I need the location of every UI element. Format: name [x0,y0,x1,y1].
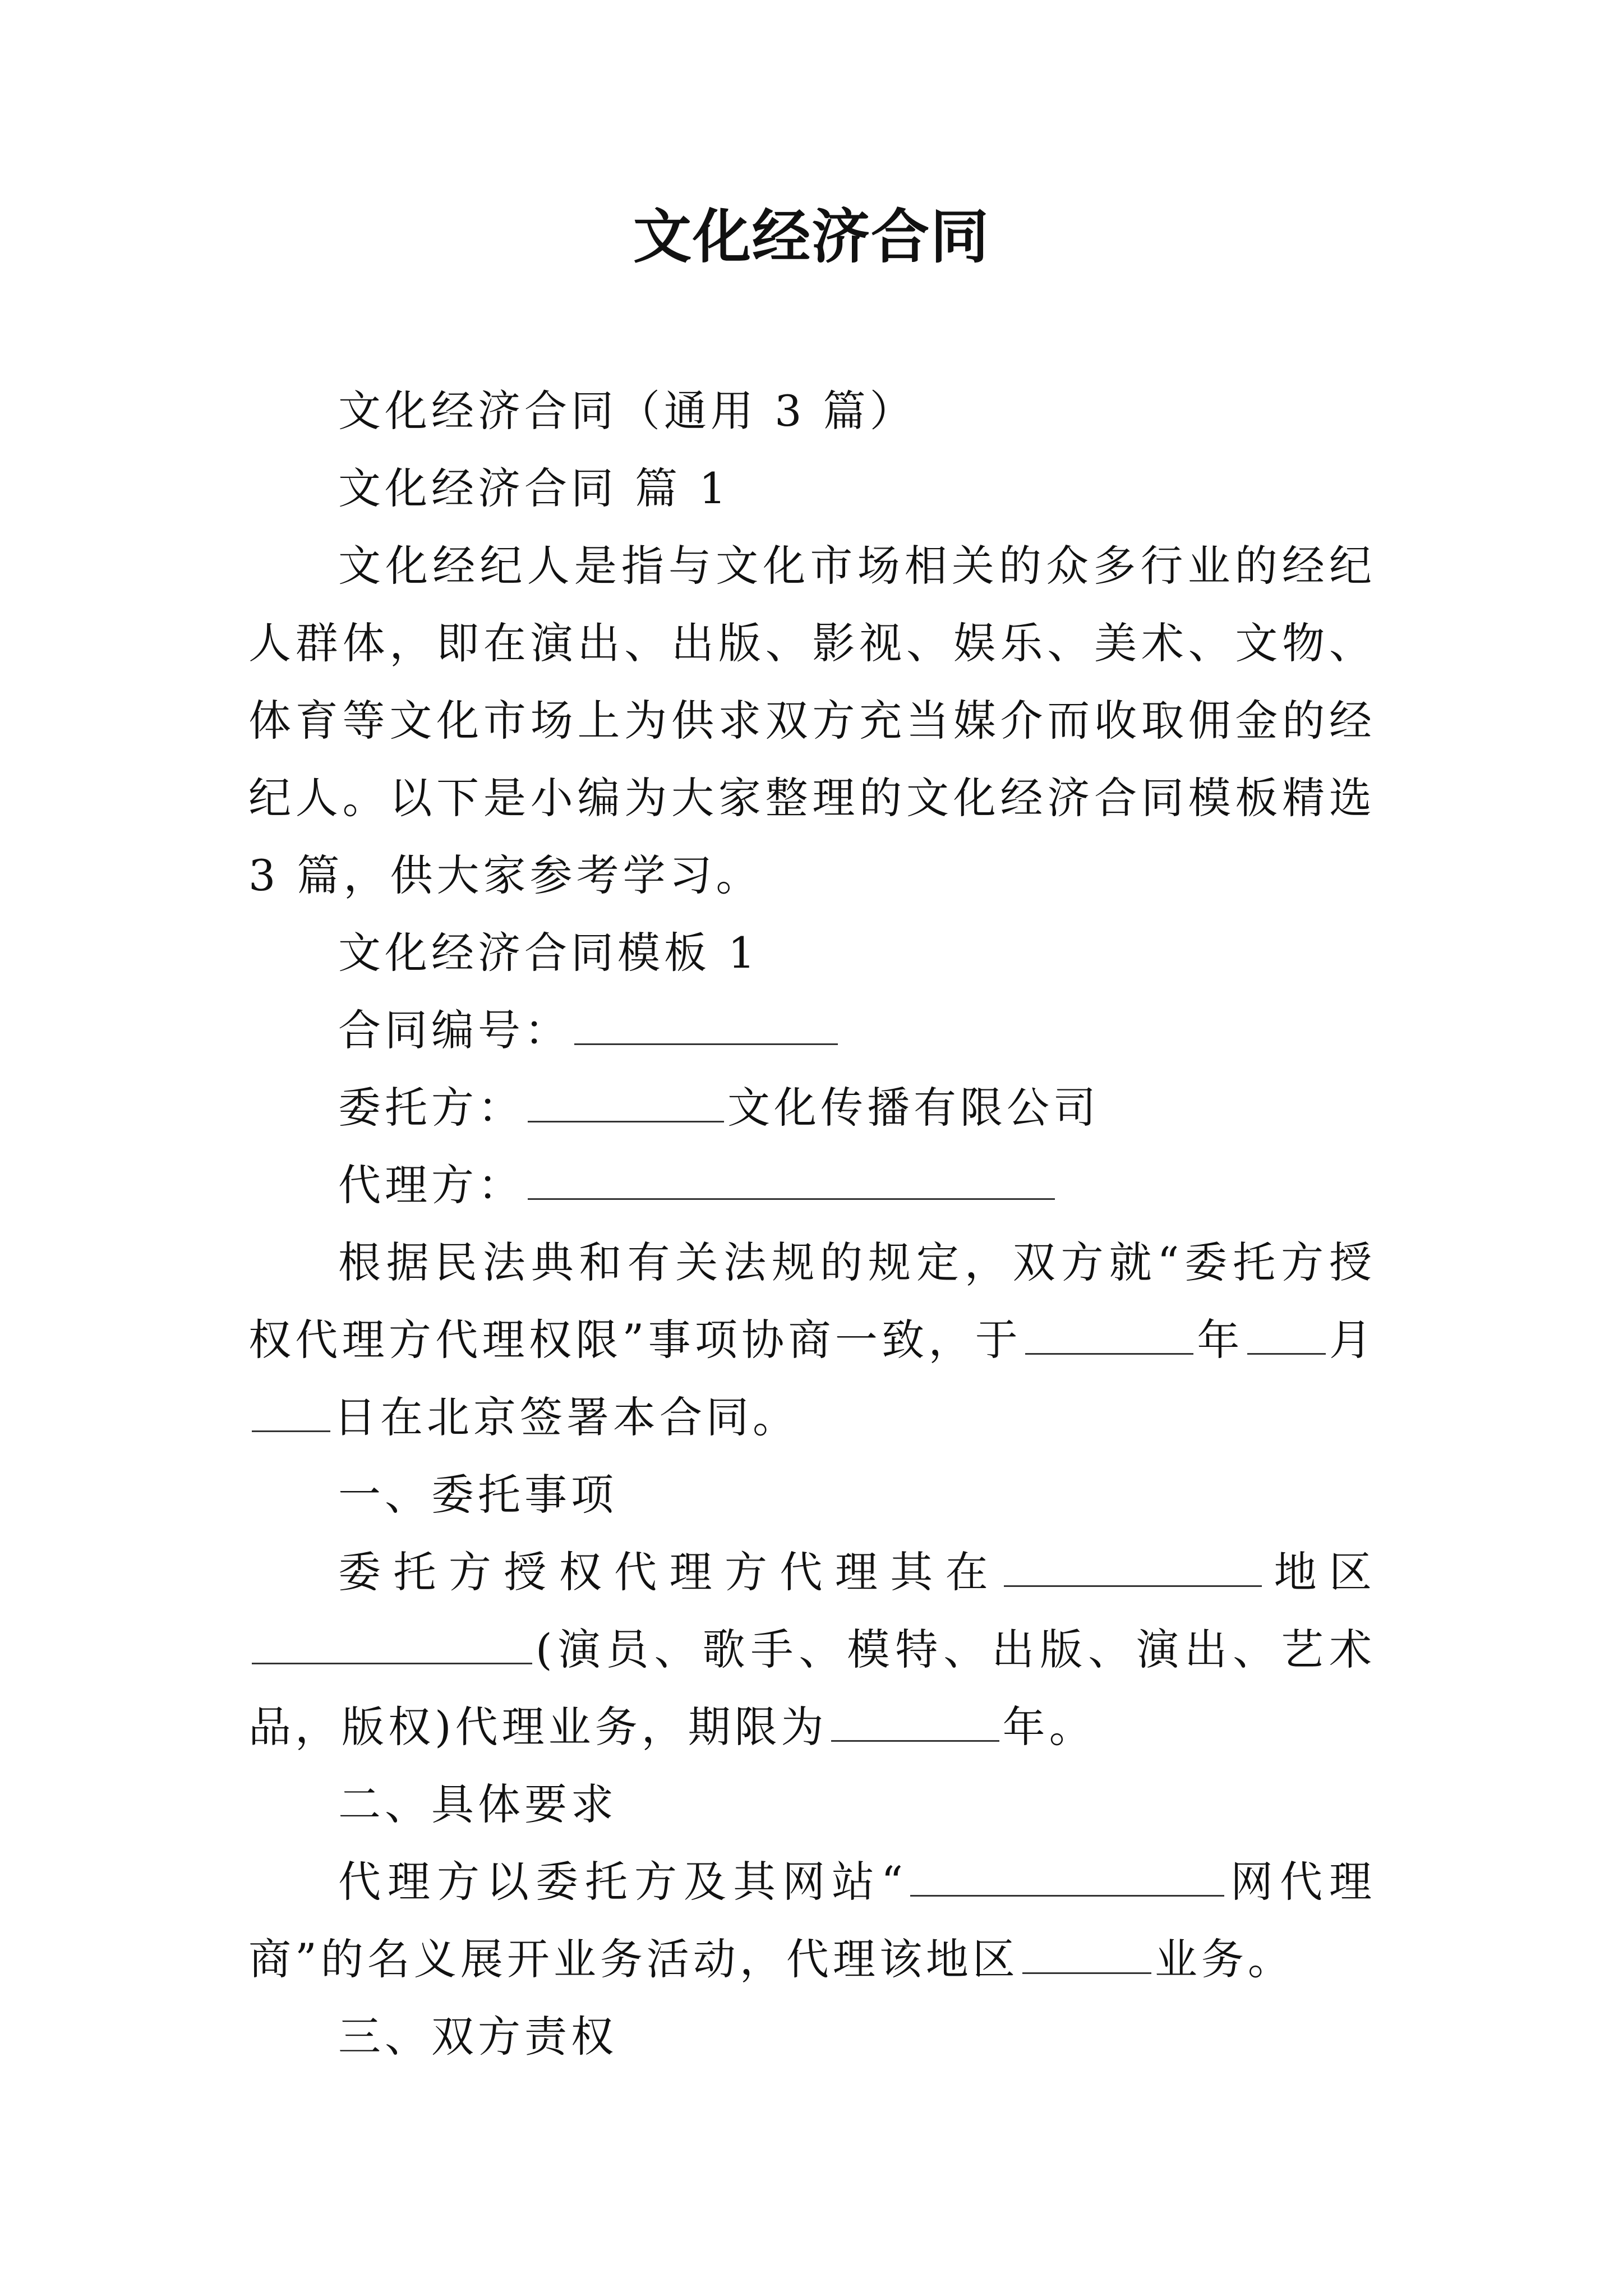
item2-text-a: 代理方以委托方及其网站“ [338,1857,907,1907]
website-blank [910,1856,1224,1897]
day-blank [252,1391,330,1432]
term-blank [831,1701,999,1742]
contract-number-label: 合同编号： [338,1005,571,1055]
agent-label: 代理方： [338,1160,524,1210]
item3-heading: 三、双方责权 [338,2012,617,2062]
month-label: 月 [1329,1315,1376,1365]
subtitle: 文化经济合同（通用 3 篇） [338,386,916,436]
month-blank [1247,1314,1326,1355]
business-blank [252,1623,532,1664]
basis-text: 根据民法典和有关法规的规定，双方就“委托方授权代理方代理权限”事项协商一致，于 [248,1237,1376,1365]
item1-text-c: (演员、歌手、模特、出版、演出、艺术品，版权)代理业务，期限为 [248,1625,1376,1752]
contract-number-line [248,992,1376,1069]
agent-name-blank [528,1159,1055,1200]
item1-heading: 一、委托事项 [338,1470,617,1520]
agent-line [248,1147,1376,1224]
item1-text-d: 年。 [1002,1702,1096,1752]
item2-heading: 二、具体要求 [338,1779,617,1829]
template-title: 文化经济合同模板 1 [338,928,759,978]
section-heading: 文化经济合同 篇 1 [338,463,730,513]
year-label: 年 [1197,1315,1244,1365]
year-blank [1025,1314,1193,1355]
item1-paragraph [248,1534,1376,1766]
intro-paragraph: 文化经纪人是指与文化市场相关的众多行业的经纪人群体，即在演出、出版、影视、娱乐、美术、文物、体育等文化市场上为供求双方充当媒介而收取佣金的经纪人。以下是小编为大家整理的文化经济合同模板精选 3 篇，供大家参考学习。 [248,541,1376,900]
client-suffix: 文化传播有限公司 [727,1083,1100,1133]
document-body [248,372,1376,2076]
client-line [248,1069,1376,1147]
item1-text-a: 委托方授权代理方代理其在 [338,1547,1001,1597]
contract-number-blank [574,1004,838,1045]
item2-text-b: 网代理商”的名义展开业务活动，代理该地区 [248,1857,1376,1984]
basis-paragraph [248,1224,1376,1456]
item1-text-b: 地区 [1265,1547,1376,1597]
day-text: 日在北京签署本合同。 [334,1392,799,1442]
item2-text-c: 业务。 [1154,1934,1294,1984]
region-business-blank [1022,1933,1151,1974]
client-name-blank [528,1082,724,1122]
client-label: 委托方： [338,1083,524,1133]
item2-paragraph [248,1843,1376,1998]
area-blank [1004,1546,1262,1587]
document-title: 文化经济合同 [633,202,990,271]
